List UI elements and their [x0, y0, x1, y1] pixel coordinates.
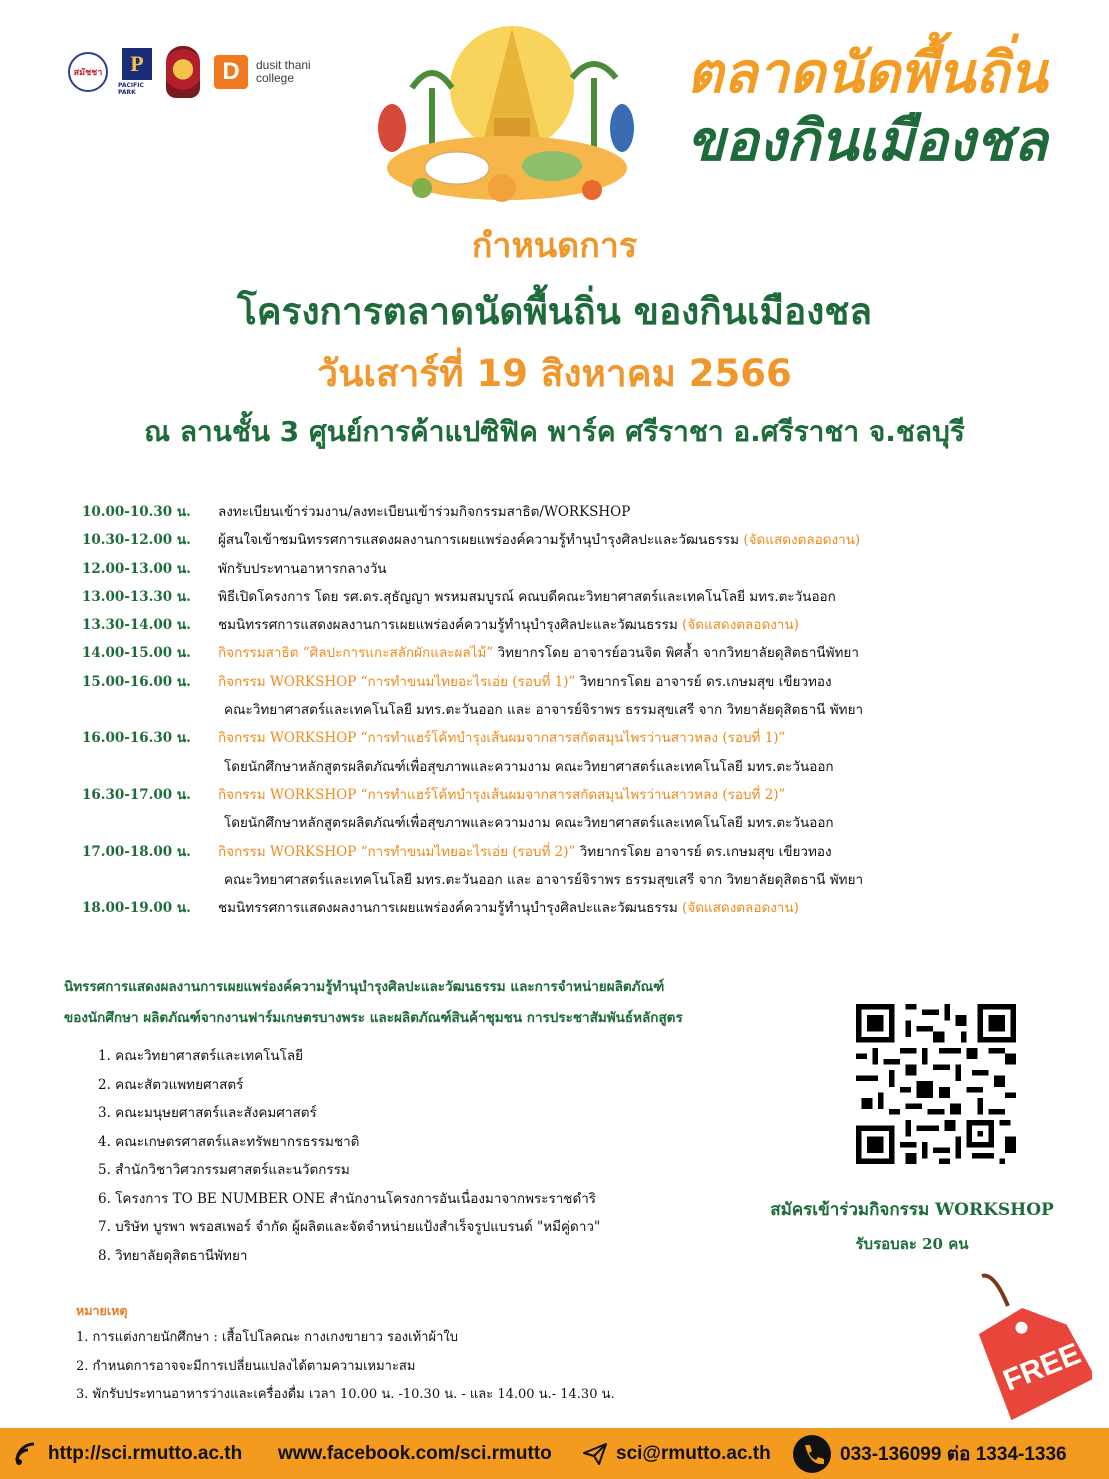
schedule-desc [218, 668, 1072, 725]
dusit-thani-letter: D [214, 55, 248, 89]
schedule-highlight: (จัดแสดงตลอดงาน) [682, 617, 799, 634]
footer-website[interactable] [14, 1428, 242, 1479]
schedule-desc [218, 611, 1072, 639]
free-tag-icon [962, 1270, 1092, 1420]
schedule-desc [218, 781, 1072, 838]
register-info [742, 1192, 1082, 1260]
exhibitor-list [64, 1042, 824, 1270]
exhibitor-item: 1. คณะวิทยาศาสตร์และเทคโนโลยี [98, 1048, 304, 1064]
schedule-desc [218, 526, 1072, 554]
event-title-line2: ของกินเมืองชล [686, 111, 1048, 173]
schedule-desc [218, 498, 1072, 526]
schedule-row [82, 838, 1072, 895]
schedule-subtext: โดยนักศึกษาหลักสูตรผลิตภัณฑ์เพื่อสุขภาพและความงาม คณะวิทยาศาสตร์และเทคโนโลยี มทร.ตะวันออก [224, 815, 834, 832]
schedule-time: 15.00-16.00 น. [82, 673, 191, 690]
footer-email-text[interactable]: sci@rmutto.ac.th [616, 1442, 771, 1464]
footer-email[interactable] [582, 1428, 771, 1479]
schedule-desc [218, 555, 1072, 583]
schedule-desc [218, 724, 1072, 781]
exhibitor-item: 3. คณะมนุษยศาสตร์และสังคมศาสตร์ [98, 1105, 317, 1121]
rmutto-crest-logo [166, 46, 200, 98]
schedule-row [82, 555, 1072, 583]
schedule-text: ชมนิทรรศการแสดงผลงานการเผยแพร่องค์ความรู้ทำนุบำรุงศิลปะและวัฒนธรรม [218, 617, 678, 634]
notes-title: หมายเหตุ [76, 1303, 128, 1318]
schedule-time: 12.00-13.00 น. [82, 560, 191, 577]
qr-code[interactable] [856, 1004, 1016, 1164]
register-capacity: รับรอบละ 20 คน [855, 1235, 969, 1253]
dusit-thani-sub: college [256, 71, 295, 85]
headings [0, 222, 1109, 454]
footer-phone-text[interactable]: 033-136099 ต่อ 1334-1336 [840, 1443, 1067, 1465]
assembly-logo-text: สมัชชา [73, 68, 103, 78]
schedule-row [82, 781, 1072, 838]
schedule-row [82, 526, 1072, 554]
schedule-time: 16.00-16.30 น. [82, 730, 191, 747]
schedule-subtext: โดยนักศึกษาหลักสูตรผลิตภัณฑ์เพื่อสุขภาพและความงาม คณะวิทยาศาสตร์และเทคโนโลยี มทร.ตะวันออก [224, 758, 834, 775]
pacific-park-letter: P [122, 48, 152, 80]
exhibitor-item: 5. สำนักวิชาวิศวกรรมศาสตร์และนวัตกรรม [98, 1162, 350, 1178]
exhibition-section [64, 972, 824, 1270]
schedule-time: 13.30-14.00 น. [82, 617, 191, 634]
footer-facebook-text[interactable]: www.facebook.com/sci.rmutto [278, 1442, 552, 1464]
wifi-icon [14, 1441, 40, 1467]
schedule-subtext: คณะวิทยาศาสตร์และเทคโนโลยี มทร.ตะวันออก และ อาจารย์จิราพร ธรรมสุขเสรี จาก วิทยาลัยดุสิตธานี พัทยา [224, 702, 864, 719]
exhibitor-item: 7. บริษัท บูรพา พรอสเพอร์ จำกัด ผู้ผลิตและจัดจำหน่ายแป้งสำเร็จรูปแบรนด์ "หมีคู่ดาว" [98, 1219, 601, 1235]
exhibitor-item: 4. คณะเกษตรศาสตร์และทรัพยากรธรรมชาติ [98, 1133, 360, 1150]
event-title-line1: ตลาดนัดพื้นถิ่น [686, 43, 1048, 105]
palm-left [412, 73, 452, 148]
schedule-time: 16.30-17.00 น. [82, 786, 191, 803]
schedule-time: 13.00-13.30 น. [82, 588, 191, 605]
date-heading: วันเสาร์ที่ 19 สิงหาคม 2566 [317, 352, 792, 395]
schedule-desc [218, 838, 1072, 895]
palm-right [572, 64, 616, 148]
schedule-desc [218, 894, 1072, 922]
food-item-left [412, 178, 432, 198]
food-bowl-right [522, 151, 582, 181]
schedule-time: 10.30-12.00 น. [82, 532, 191, 549]
dusit-thani-name: dusit thani [256, 58, 311, 72]
schedule-row [82, 498, 1072, 526]
dusit-thani-text [256, 59, 311, 85]
schedule-highlight: กิจกรรม WORKSHOP “การทำขนมไทยอะไรเอ่ย (รอบที่ 2)” [218, 843, 576, 860]
schedule-row [82, 894, 1072, 922]
schedule-heading: กำหนดการ [471, 226, 638, 266]
schedule-row [82, 611, 1072, 639]
schedule-text: ชมนิทรรศการแสดงผลงานการเผยแพร่องค์ความรู้ทำนุบำรุงศิลปะและวัฒนธรรม [218, 900, 678, 917]
schedule-highlight: (จัดแสดงตลอดงาน) [743, 532, 861, 549]
footer-website-text[interactable]: http://sci.rmutto.ac.th [48, 1442, 243, 1464]
note-item: 1. การแต่งกายนักศึกษา : เสื้อโปโลคณะ กางเกงขายาว รองเท้าผ้าใบ [76, 1330, 458, 1345]
pacific-park-text: PACIFIC PARK [118, 82, 144, 96]
schedule-highlight: กิจกรรม WORKSHOP “การทำแฮร์โค้ทบำรุงเส้นผมจากสารสกัดสมุนไพรว่านสาวหลง (รอบที่ 2)” [218, 786, 786, 803]
tag-text: FREE [998, 1337, 1086, 1398]
exhibition-intro-line1: นิทรรศการแสดงผลงานการเผยแพร่องค์ความรู้ทำนุบำรุงศิลปะและวัฒนธรรม และการจำหน่ายผลิตภัณฑ์ [64, 979, 665, 995]
assembly-logo [68, 52, 108, 92]
schedule-time: 17.00-18.00 น. [82, 843, 191, 860]
event-title-art [672, 40, 1062, 176]
schedule-time: 18.00-19.00 น. [82, 900, 191, 917]
food-bowl-left [425, 152, 489, 184]
schedule-text: ผู้สนใจเข้าชมนิทรรศการแสดงผลงานการเผยแพร่องค์ความรู้ทำนุบำรุงศิลปะและวัฒนธรรม [218, 532, 740, 549]
schedule-highlight: กิจกรรม WORKSHOP “การทำแฮร์โค้ทบำรุงเส้นผมจากสารสกัดสมุนไพรว่านสาวหลง (รอบที่ 1)” [218, 730, 786, 747]
footer-facebook[interactable] [278, 1428, 552, 1479]
note-item: 2. กำหนดการอาจจะมีการเปลี่ยนแปลงได้ตามความเหมาะสม [76, 1358, 416, 1374]
hero-illustration [372, 18, 642, 218]
project-heading: โครงการตลาดนัดพื้นถิ่น ของกินเมืองชล [236, 290, 873, 333]
pacific-park-logo [118, 48, 156, 96]
exhibitor-item: 2. คณะสัตวแพทยศาสตร์ [98, 1076, 244, 1093]
schedule-desc [218, 583, 1072, 611]
figure-right [610, 104, 634, 152]
exhibition-intro-line2: ของนักศึกษา ผลิตภัณฑ์จากงานฟาร์มเกษตรบางพระ และผลิตภัณฑ์สินค้าชุมชน การประชาสัมพันธ์หลักสูตร [64, 1010, 683, 1026]
schedule-row [82, 639, 1072, 667]
schedule-desc [218, 639, 1072, 667]
schedule-text: พักรับประทานอาหารกลางวัน [218, 560, 387, 577]
food-item-right [582, 180, 602, 200]
phone-icon [792, 1434, 832, 1474]
venue-heading: ณ ลานชั้น 3 ศูนย์การค้าแปซิฟิค พาร์ค ศรีราชา อ.ศรีราชา จ.ชลบุรี [144, 415, 965, 448]
partner-logos [68, 40, 311, 104]
schedule-highlight: กิจกรรมสาธิต “ศิลปะการแกะสลักผักและผลไม้” [218, 645, 494, 662]
dusit-thani-logo [214, 55, 311, 89]
food-item-center [488, 174, 516, 202]
paper-plane-icon [582, 1441, 608, 1467]
figure-left [378, 104, 406, 152]
tag-string [982, 1276, 1008, 1306]
schedule-text: วิทยากรโดย อาจารย์อวนจิต พิศล้ำ จากวิทยาลัยดุสิตธานีพัทยา [493, 645, 859, 662]
footer-bar [0, 1428, 1109, 1479]
footer-phone[interactable] [792, 1428, 1067, 1479]
schedule-text: วิทยากรโดย อาจารย์ ดร.เกษมสุข เขียวทอง [575, 843, 832, 860]
schedule-list [82, 498, 1072, 922]
schedule-row [82, 724, 1072, 781]
schedule-time: 14.00-15.00 น. [82, 645, 191, 662]
exhibitor-item: 8. วิทยาลัยดุสิตธานีพัทยา [98, 1247, 248, 1264]
schedule-text: พิธีเปิดโครงการ โดย รศ.ดร.สุธัญญา พรหมสมบูรณ์ คณบดีคณะวิทยาศาสตร์และเทคโนโลยี มทร.ตะวันออก [218, 588, 836, 605]
schedule-text: วิทยากรโดย อาจารย์ ดร.เกษมสุข เขียวทอง [575, 673, 832, 690]
register-title: สมัครเข้าร่วมกิจกรรม WORKSHOP [770, 1200, 1054, 1220]
schedule-highlight: (จัดแสดงตลอดงาน) [682, 900, 799, 917]
schedule-time: 10.00-10.30 น. [82, 504, 191, 520]
schedule-row [82, 583, 1072, 611]
notes-section [76, 1298, 836, 1410]
schedule-text: ลงทะเบียนเข้าร่วมงาน/ลงทะเบียนเข้าร่วมกิจกรรมสาธิต/WORKSHOP [218, 504, 631, 520]
exhibitor-item: 6. โครงการ TO BE NUMBER ONE สำนักงานโครงการอันเนื่องมาจากพระราชดำริ [98, 1190, 597, 1207]
schedule-row [82, 668, 1072, 725]
schedule-subtext: คณะวิทยาศาสตร์และเทคโนโลยี มทร.ตะวันออก และ อาจารย์จิราพร ธรรมสุขเสรี จาก วิทยาลัยดุสิตธานี พัทยา [224, 871, 864, 888]
note-item: 3. พักรับประทานอาหารว่างและเครื่องดื่ม เวลา 10.00 น. -10.30 น. - และ 14.00 น.- 14.30 น. [76, 1387, 615, 1402]
schedule-highlight: กิจกรรม WORKSHOP “การทำขนมไทยอะไรเอ่ย (รอบที่ 1)” [218, 673, 576, 690]
